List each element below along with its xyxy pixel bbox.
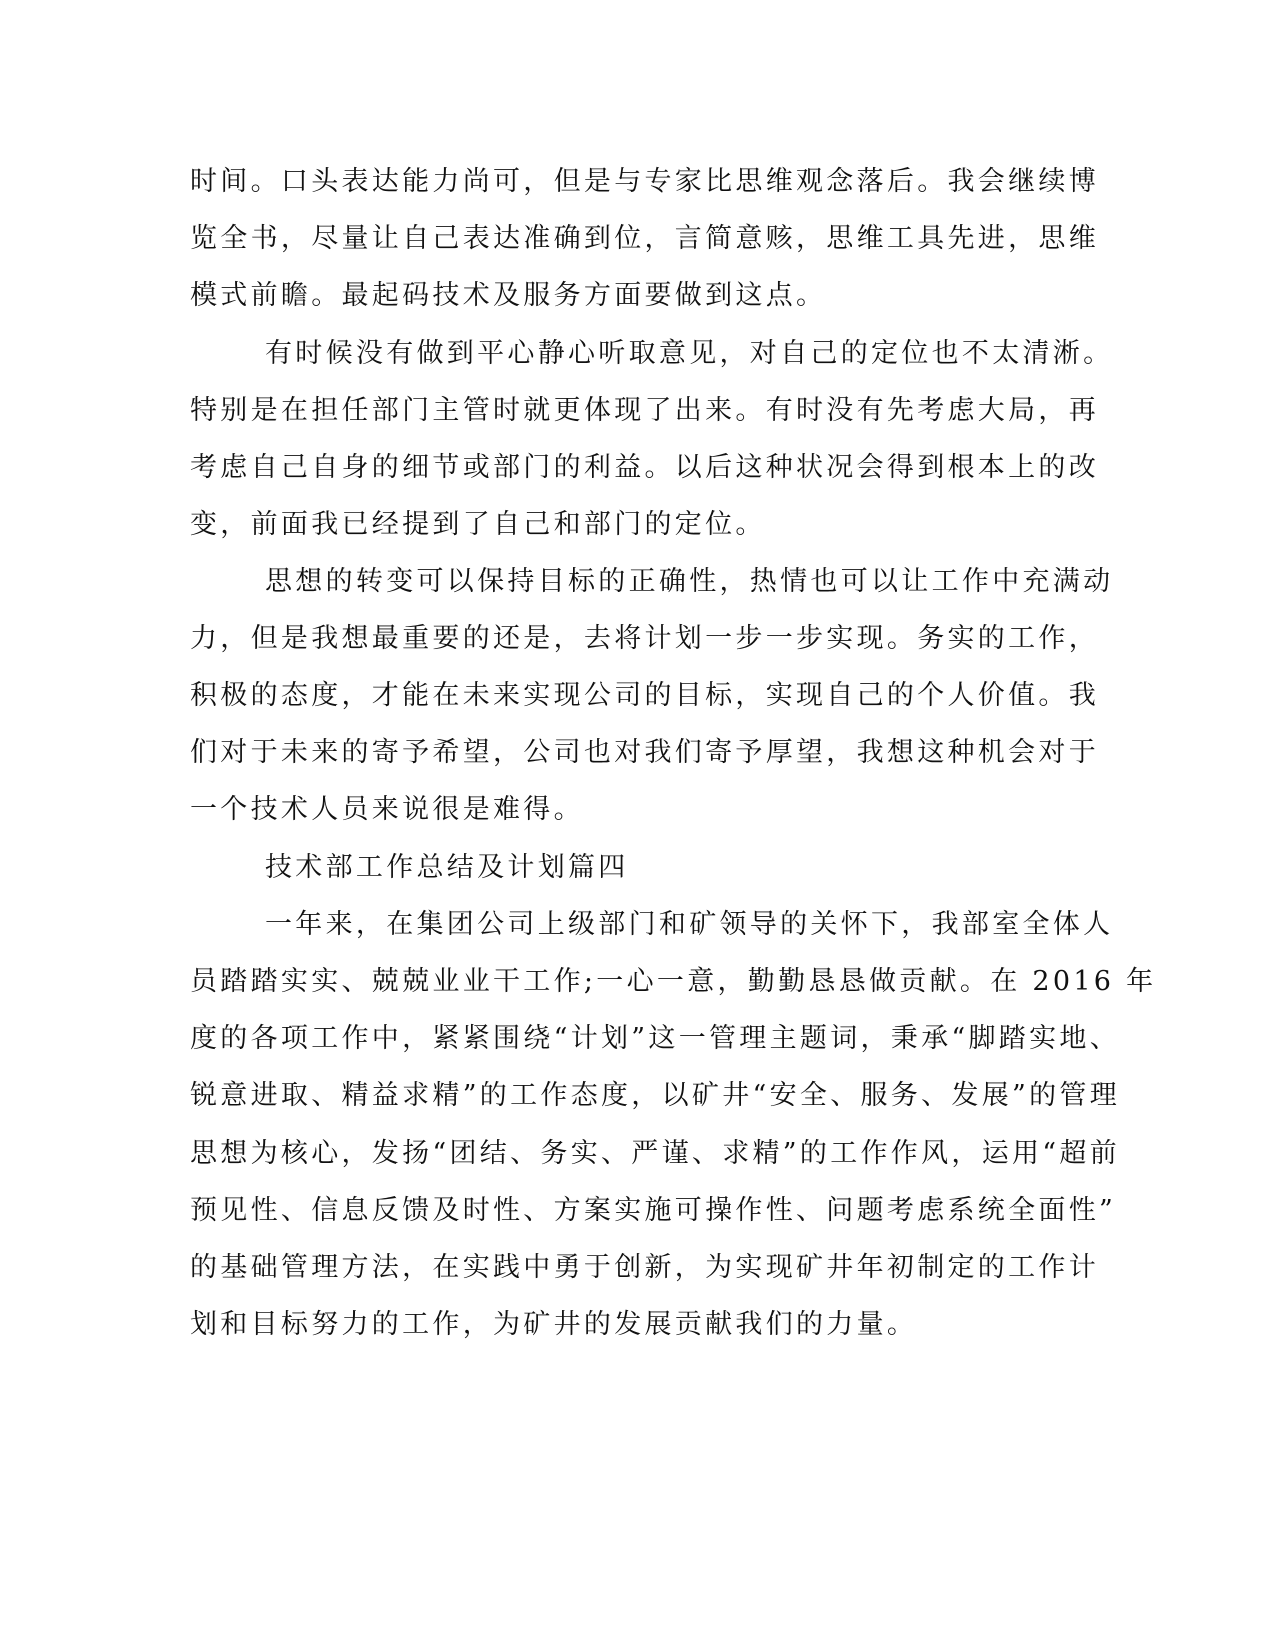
paragraph-1-line-3: 模式前瞻。最起码技术及服务方面要做到这点。 — [190, 280, 827, 311]
paragraph-5-line-6: 预见性、信息反馈及时性、方案实施可操作性、问题考虑系统全面性” — [190, 1195, 1117, 1226]
paragraph-5-line-8: 划和目标努力的工作，为矿井的发展贡献我们的力量。 — [190, 1309, 918, 1340]
paragraph-5-line-3: 度的各项工作中，紧紧围绕“计划”这一管理主题词，秉承“脚踏实地、 — [190, 1023, 1121, 1054]
paragraph-5-line-5: 思想为核心，发扬“团结、务实、严谨、求精”的工作作风，运用“超前 — [190, 1138, 1121, 1169]
paragraph-3-line-1: 思想的转变可以保持目标的正确性，热情也可以让工作中充满动 — [265, 566, 1114, 597]
paragraph-3-line-5: 一个技术人员来说很是难得。 — [190, 794, 584, 825]
paragraph-2-line-2: 特别是在担任部门主管时就更体现了出来。有时没有先考虑大局，再 — [190, 395, 1099, 426]
paragraph-5-line-7: 的基础管理方法，在实践中勇于创新，为实现矿井年初制定的工作计 — [190, 1252, 1099, 1283]
paragraph-1-line-1: 时间。口头表达能力尚可，但是与专家比思维观念落后。我会继续博 — [190, 166, 1099, 197]
paragraph-3-line-4: 们对于未来的寄予希望，公司也对我们寄予厚望，我想这种机会对于 — [190, 737, 1099, 768]
paragraph-1-line-2: 览全书，尽量让自己表达准确到位，言简意赅，思维工具先进，思维 — [190, 223, 1099, 254]
paragraph-3-line-3: 积极的态度，才能在未来实现公司的目标，实现自己的个人价值。我 — [190, 680, 1099, 711]
section-heading: 技术部工作总结及计划篇四 — [265, 852, 629, 883]
paragraph-5-line-2: 员踏踏实实、兢兢业业干工作;一心一意，勤勤恳恳做贡献。在 2016 年 — [190, 966, 1157, 997]
paragraph-2-line-3: 考虑自己自身的细节或部门的利益。以后这种状况会得到根本上的改 — [190, 452, 1099, 483]
paragraph-2-line-1: 有时候没有做到平心静心听取意见，对自己的定位也不太清淅。 — [265, 338, 1114, 369]
paragraph-2-line-4: 变，前面我已经提到了自己和部门的定位。 — [190, 509, 766, 540]
paragraph-5-line-4: 锐意进取、精益求精”的工作态度，以矿井“安全、服务、发展”的管理 — [190, 1080, 1121, 1111]
paragraph-5-line-1: 一年来，在集团公司上级部门和矿领导的关怀下，我部室全体人 — [265, 909, 1114, 940]
paragraph-3-line-2: 力，但是我想最重要的还是，去将计划一步一步实现。务实的工作， — [190, 623, 1099, 654]
